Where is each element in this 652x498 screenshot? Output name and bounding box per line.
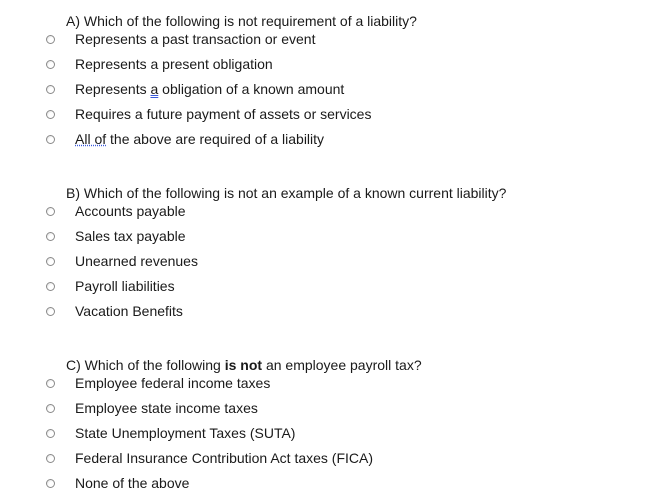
- question-b-option-1[interactable]: [0, 203, 652, 221]
- radio-button[interactable]: [46, 404, 55, 413]
- option-label: Accounts payable: [75, 203, 186, 219]
- radio-button[interactable]: [46, 110, 55, 119]
- option-label: [75, 81, 344, 97]
- radio-button[interactable]: [46, 379, 55, 388]
- question-c-title-post: an employee payroll tax?: [262, 357, 422, 373]
- option-label: Represents a past transaction or event: [75, 31, 316, 47]
- radio-button[interactable]: [46, 454, 55, 463]
- radio-button[interactable]: [46, 479, 55, 488]
- question-c-option-3[interactable]: [0, 425, 652, 443]
- question-c-option-1[interactable]: [0, 375, 652, 393]
- question-a-option-1[interactable]: [0, 31, 652, 49]
- question-a-option-3[interactable]: [0, 81, 652, 99]
- option-label: [75, 131, 324, 147]
- option-label-post: obligation of a known amount: [158, 81, 345, 97]
- question-a-option-5[interactable]: [0, 131, 652, 149]
- option-label: State Unemployment Taxes (SUTA): [75, 425, 296, 441]
- question-b-option-4[interactable]: [0, 278, 652, 296]
- question-b-option-3[interactable]: [0, 253, 652, 271]
- option-label: Requires a future payment of assets or services: [75, 106, 372, 122]
- option-label: Federal Insurance Contribution Act taxes (FICA): [75, 450, 374, 466]
- question-a-option-4[interactable]: [0, 106, 652, 124]
- question-c-title-emphasis: is not: [224, 357, 263, 373]
- question-c-option-5[interactable]: [0, 475, 652, 493]
- question-c-title-pre: C) Which of the following: [66, 357, 225, 373]
- question-b-option-5[interactable]: [0, 303, 652, 321]
- option-label-pre: Represents: [75, 81, 151, 97]
- radio-button[interactable]: [46, 429, 55, 438]
- radio-button[interactable]: [46, 60, 55, 69]
- radio-button[interactable]: [46, 282, 55, 291]
- question-c-option-4[interactable]: [0, 450, 652, 468]
- option-label: Employee state income taxes: [75, 400, 258, 416]
- radio-button[interactable]: [46, 35, 55, 44]
- option-label: Represents a present obligation: [75, 56, 273, 72]
- question-a-option-2[interactable]: [0, 56, 652, 74]
- question-c-option-2[interactable]: [0, 400, 652, 418]
- option-label: Unearned revenues: [75, 253, 198, 269]
- option-label: None of the above: [75, 475, 190, 491]
- question-b-title: B) Which of the following is not an example of a known current liability?: [66, 185, 507, 201]
- option-label: Employee federal income taxes: [75, 375, 271, 391]
- grammar-marked-word: All of: [75, 131, 107, 147]
- radio-button[interactable]: [46, 232, 55, 241]
- option-label-post: the above are required of a liability: [106, 131, 325, 147]
- radio-button[interactable]: [46, 257, 55, 266]
- radio-button[interactable]: [46, 207, 55, 216]
- option-label: Sales tax payable: [75, 228, 186, 244]
- question-b-option-2[interactable]: [0, 228, 652, 246]
- question-c-title: [66, 357, 422, 373]
- radio-button[interactable]: [46, 135, 55, 144]
- option-label: Payroll liabilities: [75, 278, 175, 294]
- radio-button[interactable]: [46, 85, 55, 94]
- grammar-marked-word: a: [150, 81, 159, 97]
- radio-button[interactable]: [46, 307, 55, 316]
- option-label: Vacation Benefits: [75, 303, 183, 319]
- question-a-title: A) Which of the following is not requirement of a liability?: [66, 13, 417, 29]
